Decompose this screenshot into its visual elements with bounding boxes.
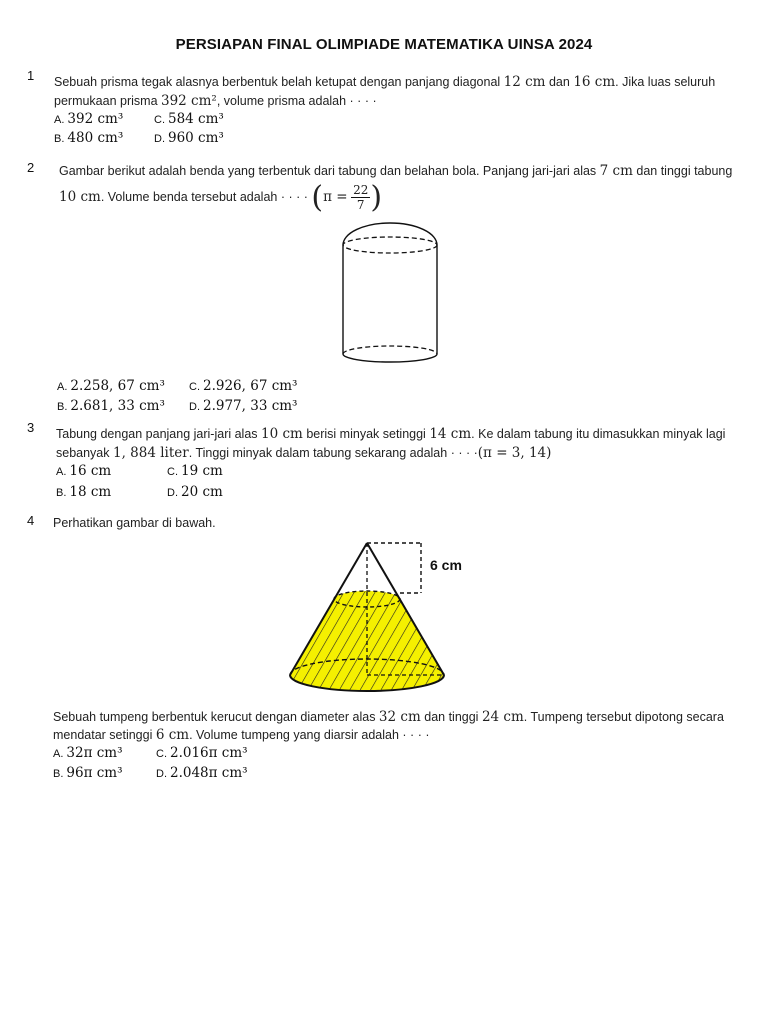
- page-title: PERSIAPAN FINAL OLIMPIADE MATEMATIKA UINSA 2024: [175, 36, 593, 53]
- question-1-line-2: permukaan prisma 392 cm², volume prisma adalah · · · ·: [54, 93, 377, 109]
- question-2-line-1: Gambar berikut adalah benda yang terbentuk dari tabung dan belahan bola. Panjang jari-jari alas 7 cm dan tinggi tabung: [59, 163, 733, 179]
- q1-option-c[interactable]: C. 584 cm³: [154, 111, 224, 127]
- q2-option-d[interactable]: D. 2.977, 33 cm³: [189, 398, 298, 414]
- q4-option-c[interactable]: C. 2.016π cm³: [156, 745, 248, 761]
- q4-option-d[interactable]: D. 2.048π cm³: [156, 765, 248, 781]
- height-label-6cm: 6 cm: [430, 557, 462, 573]
- left-paren: (: [311, 180, 324, 215]
- q3-option-c[interactable]: C. 19 cm: [167, 463, 223, 479]
- q2-option-c[interactable]: C. 2.926, 67 cm³: [189, 378, 298, 394]
- question-4-number: 4: [27, 513, 35, 528]
- question-4-line-2: mendatar setinggi 6 cm. Volume tumpeng yang diarsir adalah · · · ·: [53, 727, 430, 743]
- q3-option-a[interactable]: A. 16 cm: [56, 463, 112, 479]
- q2-option-b[interactable]: B. 2.681, 33 cm³: [57, 398, 165, 414]
- question-3-line-1: Tabung dengan panjang jari-jari alas 10 cm berisi minyak setinggi 14 cm. Ke dalam tabung itu dimasukkan minyak lagi: [56, 426, 726, 442]
- question-3-line-2: sebanyak 1, 884 liter. Tinggi minyak dalam tabung sekarang adalah · · · ·(π = 3, 14): [56, 445, 552, 461]
- question-4-intro: Perhatikan gambar di bawah.: [53, 516, 216, 530]
- question-3-number: 3: [27, 420, 35, 435]
- q3-option-b[interactable]: B. 18 cm: [56, 484, 112, 500]
- question-1-line-1: Sebuah prisma tegak alasnya berbentuk belah ketupat dengan panjang diagonal 12 cm dan 16 cm. Jika luas seluruh: [54, 74, 716, 90]
- q1-option-b[interactable]: B. 480 cm³: [54, 130, 124, 146]
- q1-option-d[interactable]: D. 960 cm³: [154, 130, 224, 146]
- q4-option-b[interactable]: B. 96π cm³: [53, 765, 123, 781]
- question-2-line-2: 10 cm. Volume benda tersebut adalah · · · · (π = $\frac{22}{7}$ ): [59, 180, 383, 215]
- question-4-line-1: Sebuah tumpeng berbentuk kerucut dengan diameter alas 32 cm dan tinggi 24 cm. Tumpeng tersebut dipotong secara: [53, 709, 724, 725]
- q4-option-a[interactable]: A. 32π cm³: [53, 745, 123, 761]
- question-2-number: 2: [27, 160, 35, 175]
- q3-option-d[interactable]: D. 20 cm: [167, 484, 223, 500]
- pi-fraction: $\frac{22}{7}$: [353, 183, 369, 212]
- question-1-number: 1: [27, 68, 35, 83]
- q1-option-a[interactable]: A. 392 cm³: [54, 111, 124, 127]
- q2-option-a[interactable]: A. 2.258, 67 cm³: [57, 378, 165, 394]
- cylinder-hemisphere-figure: [335, 220, 445, 370]
- right-paren: ): [370, 180, 383, 215]
- pi-expression: π =: [323, 188, 348, 205]
